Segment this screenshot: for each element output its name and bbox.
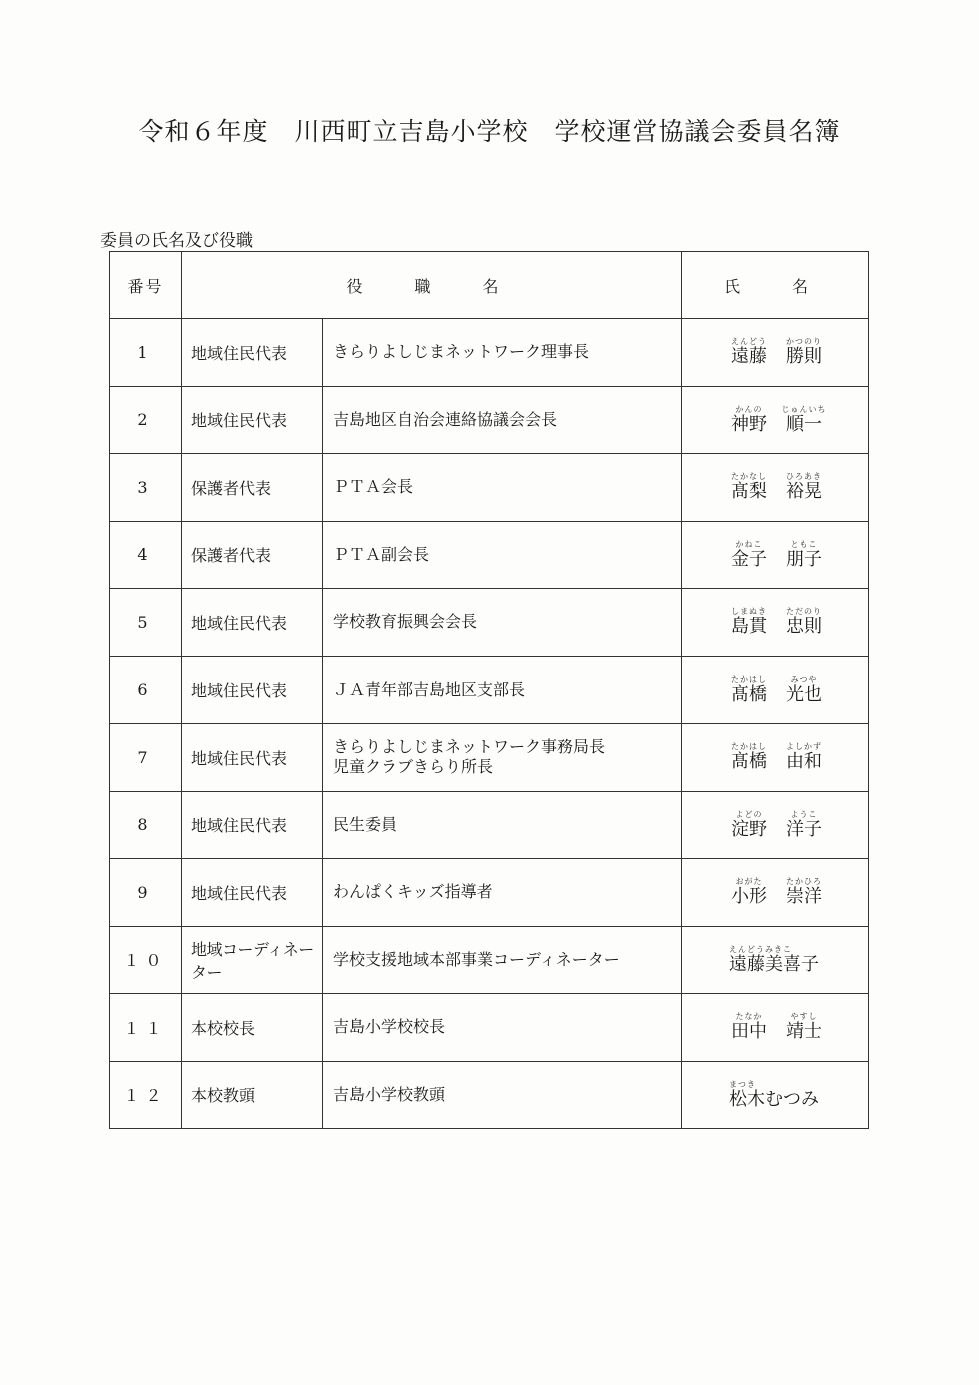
family-name: 田中 <box>731 1021 767 1043</box>
member-role <box>323 859 682 927</box>
given-name: 朋子 <box>786 548 822 570</box>
member-category: 地域コーディネーター <box>182 926 323 994</box>
family-name-furigana: しまぬき <box>731 607 767 617</box>
table-caption: 委員の氏名及び役職 <box>100 231 253 251</box>
family-name-furigana: たなか <box>735 1012 763 1022</box>
member-role <box>323 656 682 724</box>
member-category: 本校校長 <box>182 994 323 1062</box>
member-role <box>323 454 682 522</box>
role-line: 吉島小学校教頭 <box>333 1084 446 1104</box>
role-line: 吉島地区自治会連絡協議会会長 <box>333 409 558 429</box>
table-row <box>110 859 869 927</box>
member-role <box>323 589 682 657</box>
given-name-furigana: ようこ <box>790 809 818 819</box>
member-category: 地域住民代表 <box>182 791 323 859</box>
family-name: 髙梨 <box>731 481 767 503</box>
member-role <box>323 319 682 387</box>
family-name: 髙橋 <box>731 751 767 773</box>
given-name: 靖士 <box>786 1021 822 1043</box>
role-line: ＰＴＡ副会長 <box>333 544 430 564</box>
table-row <box>110 319 869 387</box>
member-number: 8 <box>110 791 182 859</box>
name-furigana: えんどうみきこ <box>729 944 792 954</box>
role-line: きらりよしじまネットワーク事務局長 <box>333 737 606 757</box>
member-role <box>323 521 682 589</box>
family-name: 神野 <box>731 413 767 435</box>
table-row <box>110 386 869 454</box>
family-name-furigana: かんの <box>735 404 763 414</box>
role-line: 児童クラブきらり所長 <box>333 757 494 777</box>
member-category: 本校教頭 <box>182 1061 323 1129</box>
given-name: 裕晃 <box>786 481 822 503</box>
given-name: 洋子 <box>786 818 822 840</box>
given-name-furigana: よしかず <box>786 742 822 752</box>
given-name-furigana: じゅんいち <box>781 404 827 414</box>
given-name: 忠則 <box>786 616 822 638</box>
member-name <box>682 386 869 454</box>
member-number: １２ <box>110 1061 182 1129</box>
member-category: 地域住民代表 <box>182 724 323 792</box>
role-line: 吉島小学校校長 <box>333 1017 446 1037</box>
given-name: 順一 <box>786 413 822 435</box>
member-category: 地域住民代表 <box>182 319 323 387</box>
member-category: 地域住民代表 <box>182 859 323 927</box>
member-number: １０ <box>110 926 182 994</box>
family-name: 遠藤 <box>731 346 767 368</box>
member-name <box>682 859 869 927</box>
member-role <box>323 724 682 792</box>
table-row <box>110 994 869 1062</box>
given-name: 光也 <box>786 683 822 705</box>
family-name: 小形 <box>731 886 767 908</box>
member-name <box>682 656 869 724</box>
member-number: 4 <box>110 521 182 589</box>
given-name-furigana: みつや <box>790 674 818 684</box>
family-name-furigana: たかなし <box>731 472 767 482</box>
family-name-furigana: たかはし <box>731 742 767 752</box>
member-number: 6 <box>110 656 182 724</box>
member-number: 7 <box>110 724 182 792</box>
member-role <box>323 791 682 859</box>
given-name-furigana: かつのり <box>786 337 822 347</box>
member-role <box>323 994 682 1062</box>
member-name <box>682 1061 869 1129</box>
member-number: 2 <box>110 386 182 454</box>
member-name <box>682 521 869 589</box>
given-name: 崇洋 <box>786 886 822 908</box>
family-name: 淀野 <box>731 818 767 840</box>
member-name <box>682 926 869 994</box>
member-category: 地域住民代表 <box>182 589 323 657</box>
family-name-furigana: えんどう <box>731 337 767 347</box>
table-header-row <box>110 252 869 319</box>
member-name <box>682 724 869 792</box>
member-category: 保護者代表 <box>182 454 323 522</box>
member-role <box>323 926 682 994</box>
member-number: 1 <box>110 319 182 387</box>
table-row <box>110 791 869 859</box>
family-name-furigana: たかはし <box>731 674 767 684</box>
member-category: 地域住民代表 <box>182 386 323 454</box>
table-row <box>110 589 869 657</box>
family-name: 島貫 <box>731 616 767 638</box>
committee-roster-table <box>109 251 869 1129</box>
given-name: 勝則 <box>786 346 822 368</box>
member-category: 保護者代表 <box>182 521 323 589</box>
role-line: 学校教育振興会会長 <box>333 612 478 632</box>
table-body <box>110 319 869 1129</box>
header-position: 役 職 名 <box>182 252 682 319</box>
member-number: 5 <box>110 589 182 657</box>
member-name <box>682 319 869 387</box>
full-name: 松木むつみ <box>729 1088 819 1110</box>
role-line: ＪＡ青年部吉島地区支部長 <box>333 679 526 699</box>
member-number: 9 <box>110 859 182 927</box>
role-line: わんぱくキッズ指導者 <box>333 882 493 902</box>
family-name: 髙橋 <box>731 683 767 705</box>
name-furigana: まつき <box>729 1079 756 1089</box>
role-line: 民生委員 <box>333 814 398 834</box>
family-name-furigana: よどの <box>735 809 763 819</box>
table-row <box>110 1061 869 1129</box>
member-number: １１ <box>110 994 182 1062</box>
family-name-furigana: かねこ <box>735 539 763 549</box>
given-name-furigana: ただのり <box>786 607 822 617</box>
table-row <box>110 656 869 724</box>
given-name-furigana: ひろあき <box>786 472 822 482</box>
given-name-furigana: たかひろ <box>786 877 822 887</box>
member-number: 3 <box>110 454 182 522</box>
header-number: 番号 <box>110 252 182 319</box>
member-role <box>323 386 682 454</box>
family-name-furigana: おがた <box>735 877 763 887</box>
table-row <box>110 454 869 522</box>
page-title: 令和６年度 川西町立吉島小学校 学校運営協議会委員名簿 <box>138 117 841 146</box>
given-name-furigana: ともこ <box>790 539 818 549</box>
role-line: きらりよしじまネットワーク理事長 <box>333 342 590 362</box>
table-row <box>110 926 869 994</box>
given-name-furigana: やすし <box>790 1012 818 1022</box>
given-name: 由和 <box>786 751 822 773</box>
member-role <box>323 1061 682 1129</box>
family-name: 金子 <box>731 548 767 570</box>
role-line: 学校支援地域本部事業コーディネーター <box>333 949 620 969</box>
role-line: ＰＴＡ会長 <box>333 477 414 497</box>
member-name <box>682 994 869 1062</box>
member-name <box>682 589 869 657</box>
header-name: 氏 名 <box>682 252 869 319</box>
member-category: 地域住民代表 <box>182 656 323 724</box>
table-row <box>110 724 869 792</box>
table-row <box>110 521 869 589</box>
full-name: 遠藤美喜子 <box>729 953 819 975</box>
member-name <box>682 454 869 522</box>
member-name <box>682 791 869 859</box>
